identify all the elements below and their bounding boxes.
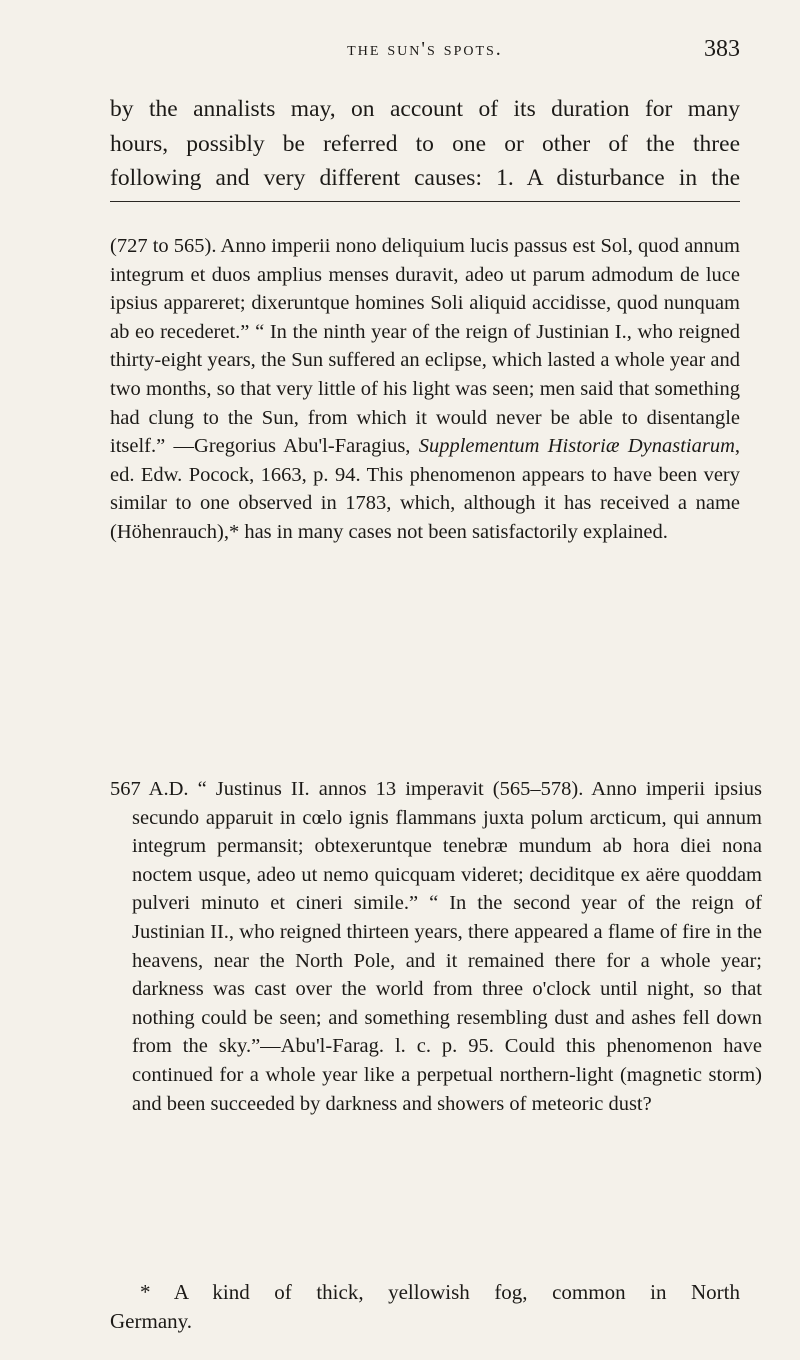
entry-block-2	[110, 775, 762, 1118]
footnote-line-2: Germany.	[110, 1309, 193, 1333]
upper-line-1: by the annalists may, on account of its duration for many	[110, 96, 740, 122]
entry-1-book-title: Supplementum Historiæ Dynastiarum	[418, 435, 735, 458]
entry-2-text	[110, 775, 763, 1118]
upper-paragraph	[110, 92, 740, 196]
entry-1-text-b: , ed. Edw. Pocock, 1663, p. 94. This phenomenon appears to have been very similar to one observed in 1783, which, although it has received a name (Höhenrauch),* has in many cases not been satisfactorily explained.	[110, 435, 740, 543]
entry-2-body: “ Justinus II. annos 13 imperavit (565–578). Anno imperii ipsius secundo apparuit in cœlo ignis flammans juxta polum arcticum, qui annum integrum permansit; obtexeruntque tenebræ mundum ab hora diei nona noctem usque, adeo ut nemo quicquam videret; deciditque ex aëre quoddam pulveri minuto et cineri simile.” “ In the second year of the reign of Justinian II., who reigned thirteen years, there appeared a flame of fire in the heavens, near the North Pole, and it remained there for a whole year; darkness was cast over the world from three o'clock until night, so that nothing could be seen; and something resembling dust and ashes fell down from the sky.”—Abu'l-Farag. l. c. p. 95. Could this phenomenon have continued for a whole year like a perpetual northern-light (magnetic storm) and been succeeded by darkness and showers of meteoric dust?	[132, 778, 763, 1115]
upper-line-3: following and very different causes: 1. A disturbance in the	[110, 165, 740, 191]
running-head	[110, 30, 740, 70]
footnote	[110, 1278, 740, 1336]
entry-block-1	[110, 232, 740, 547]
footnote-line-1: * A kind of thick, yellowish fog, common in North	[140, 1280, 740, 1304]
page-number: 383	[704, 36, 740, 62]
section-divider	[110, 201, 740, 202]
running-title: the sun's spots.	[347, 38, 503, 60]
entry-1-text-a: (727 to 565). Anno imperii nono deliquium lucis passus est Sol, quod annum integrum et duos amplius menses duravit, adeo ut parum admodum de luce ipsius appareret; dixeruntque homines Soli aliquid accidisse, quod nunquam ab eo recederet.” “ In the ninth year of the reign of Justinian I., who reigned thirty-eight years, the Sun suffered an eclipse, which lasted a whole year and two months, so that very little of his light was seen; men said that something had clung to the Sun, from which it would never be able to disentangle itself.” —Gregorius Abu'l-Faragius,	[110, 235, 740, 458]
upper-line-2: hours, possibly be referred to one or other of the three	[110, 130, 740, 157]
entry-2-year: 567 A.D.	[110, 778, 189, 800]
entry-1-text	[110, 232, 740, 547]
